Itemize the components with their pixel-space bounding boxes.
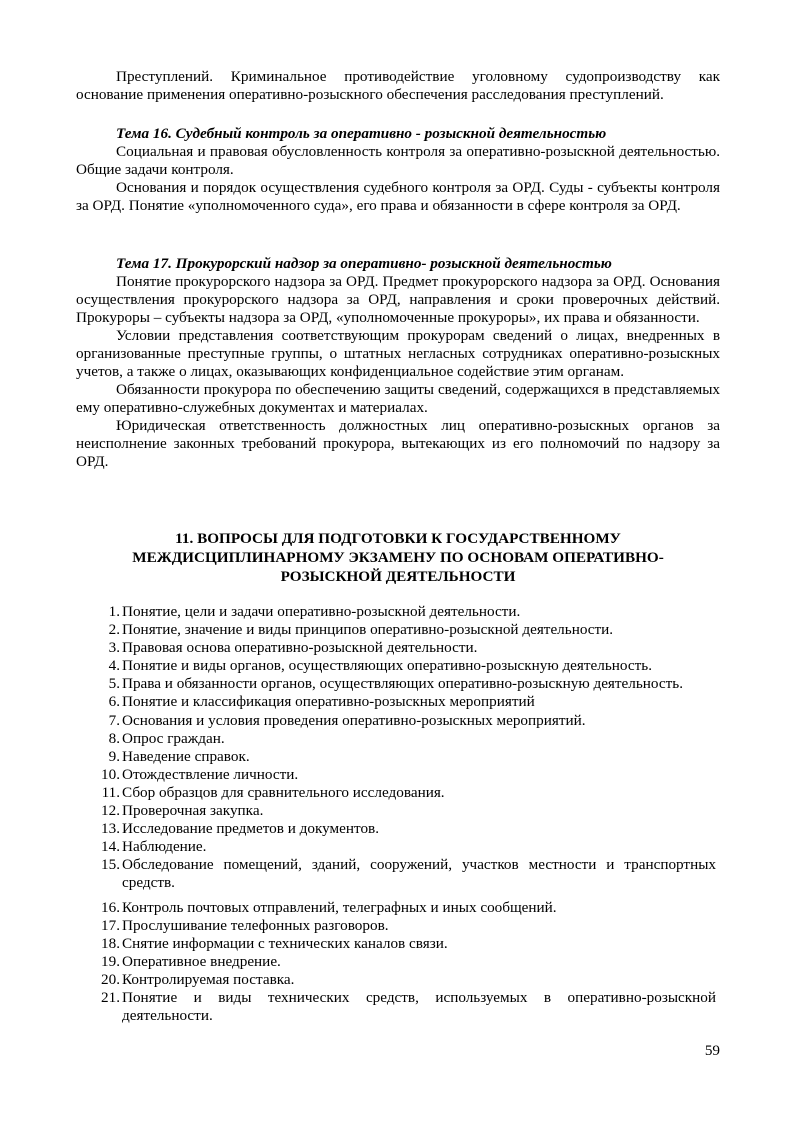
question-number: 18.	[101, 934, 120, 952]
question-number: 11.	[101, 783, 120, 801]
question-number: 16.	[101, 898, 120, 916]
question-text: Оперативное внедрение.	[122, 952, 281, 970]
question-number: 9.	[108, 747, 120, 765]
topic-16	[76, 125, 720, 215]
question-text: Понятие и классификация оперативно-розыскных мероприятий	[122, 693, 535, 711]
list-item	[76, 802, 716, 820]
page-number: 59	[704, 1042, 720, 1059]
question-text: Отождествление личности.	[122, 765, 299, 783]
question-number: 13.	[101, 820, 120, 838]
question-number: 7.	[108, 711, 120, 729]
list-item	[76, 899, 716, 917]
list-item	[76, 748, 716, 766]
topic-16-paragraph: Социальная и правовая обусловленность контроля за оперативно-розыскной деятельностью. Общие задачи контроля.	[76, 143, 720, 178]
question-text: Прослушивание телефонных разговоров.	[122, 916, 389, 934]
topic-17-paragraph: Обязанности прокурора по обеспечению защиты сведений, содержащихся в представляемых ему оперативно-служебных документах и материалах.	[76, 381, 720, 416]
list-item	[76, 693, 716, 711]
question-text: Понятие и виды технических средств, используемых в оперативно-розыскной деятельности.	[122, 988, 716, 1025]
question-text: Снятие информации с технических каналов связи.	[122, 934, 448, 952]
question-text: Контролируемая поставка.	[122, 970, 295, 988]
question-text: Проверочная закупка.	[122, 802, 264, 820]
list-item	[76, 856, 716, 892]
question-number: 17.	[101, 916, 120, 934]
list-item	[76, 675, 716, 693]
heading-line: МЕЖДИСЦИПЛИНАРНОМУ ЭКЗАМЕНУ ПО ОСНОВАМ ОПЕРАТИВНО-	[132, 549, 664, 566]
question-number: 15.	[101, 856, 120, 874]
question-number: 6.	[108, 693, 120, 711]
question-number: 5.	[108, 675, 120, 693]
list-item	[76, 730, 716, 748]
topic-17-paragraph: Условии представления соответствующим прокурорам сведений о лицах, внедренных в организованные преступные группы, о штатных негласных сотрудниках оперативно-розыскных учетов, а также о лицах, оказывающих конфиденциальное содействие этим органам.	[76, 327, 720, 380]
heading-line: РОЗЫСКНОЙ ДЕЯТЕЛЬНОСТИ	[280, 568, 516, 585]
question-number: 8.	[108, 729, 120, 747]
intro-block	[76, 68, 720, 104]
question-text: Права и обязанности органов, осуществляющих оперативно-розыскную деятельность.	[122, 675, 684, 693]
list-item	[76, 989, 716, 1025]
intro-paragraph: Преступлений. Криминальное противодействие уголовному судопроизводству как основание применения оперативно-розыскного обеспечения расследования преступлений.	[76, 68, 720, 103]
question-number: 2.	[108, 621, 120, 639]
question-number: 4.	[108, 657, 120, 675]
list-item	[76, 820, 716, 838]
heading-line: 11. ВОПРОСЫ ДЛЯ ПОДГОТОВКИ К ГОСУДАРСТВЕННОМУ	[175, 530, 621, 547]
topic-17-paragraph: Юридическая ответственность должностных лиц оперативно-розыскных органов за неисполнение законных требований прокурора, вытекающих из его полномочий по надзору за ОРД.	[76, 417, 720, 470]
question-text: Понятие, значение и виды принципов оперативно-розыскной деятельности.	[122, 621, 614, 639]
topic-16-title: Тема 16. Судебный контроль за оперативно - розыскной деятельностью	[116, 125, 607, 142]
list-item	[76, 784, 716, 802]
list-item	[76, 603, 716, 621]
question-number: 21.	[101, 988, 120, 1006]
list-item	[76, 971, 716, 989]
question-text: Понятие и виды органов, осуществляющих оперативно-розыскную деятельность.	[122, 657, 652, 675]
question-text: Опрос граждан.	[122, 729, 225, 747]
question-text: Понятие, цели и задачи оперативно-розыскной деятельности.	[122, 603, 521, 620]
list-item	[76, 917, 716, 935]
question-number: 14.	[101, 838, 120, 856]
topic-17	[76, 255, 720, 471]
question-text: Правовая основа оперативно-розыскной деятельности.	[122, 639, 478, 657]
question-text: Наведение справок.	[122, 747, 250, 765]
list-item	[76, 766, 716, 784]
question-number: 20.	[101, 970, 120, 988]
question-number: 1.	[108, 603, 120, 620]
topic-16-paragraph: Основания и порядок осуществления судебного контроля за ОРД. Суды - субъекты контроля за ОРД. Понятие «уполномоченного суда», его права и обязанности в сфере контроля за ОРД.	[76, 179, 720, 214]
question-text: Сбор образцов для сравнительного исследования.	[122, 783, 445, 801]
list-item	[76, 953, 716, 971]
list-item	[76, 935, 716, 953]
question-number: 3.	[108, 639, 120, 657]
list-item	[76, 657, 716, 675]
topic-17-title: Тема 17. Прокурорский надзор за оперативно- розыскной деятельностью	[116, 255, 612, 272]
question-text: Контроль почтовых отправлений, телеграфных и иных сообщений.	[122, 898, 557, 916]
list-item	[76, 621, 716, 639]
question-text: Наблюдение.	[122, 838, 207, 856]
list-item	[76, 838, 716, 856]
question-text: Основания и условия проведения оперативно-розыскных мероприятий.	[122, 711, 586, 729]
question-text: Исследование предметов и документов.	[122, 820, 380, 838]
topic-17-paragraph: Понятие прокурорского надзора за ОРД. Предмет прокурорского надзора за ОРД. Основания осуществления прокурорского надзора за ОРД, направления и сроки проверочных действий. Прокуроры – субъекты надзора за ОРД, «уполномоченные прокуроры», их права и обязанности.	[76, 273, 720, 326]
section-11-heading	[76, 529, 720, 586]
question-number: 19.	[101, 952, 120, 970]
question-list	[76, 603, 716, 1025]
question-number: 10.	[101, 765, 120, 783]
list-item	[76, 712, 716, 730]
list-item	[76, 639, 716, 657]
question-number: 12.	[101, 802, 120, 820]
question-text: Обследование помещений, зданий, сооружений, участков местности и транспортных средств.	[122, 856, 716, 892]
